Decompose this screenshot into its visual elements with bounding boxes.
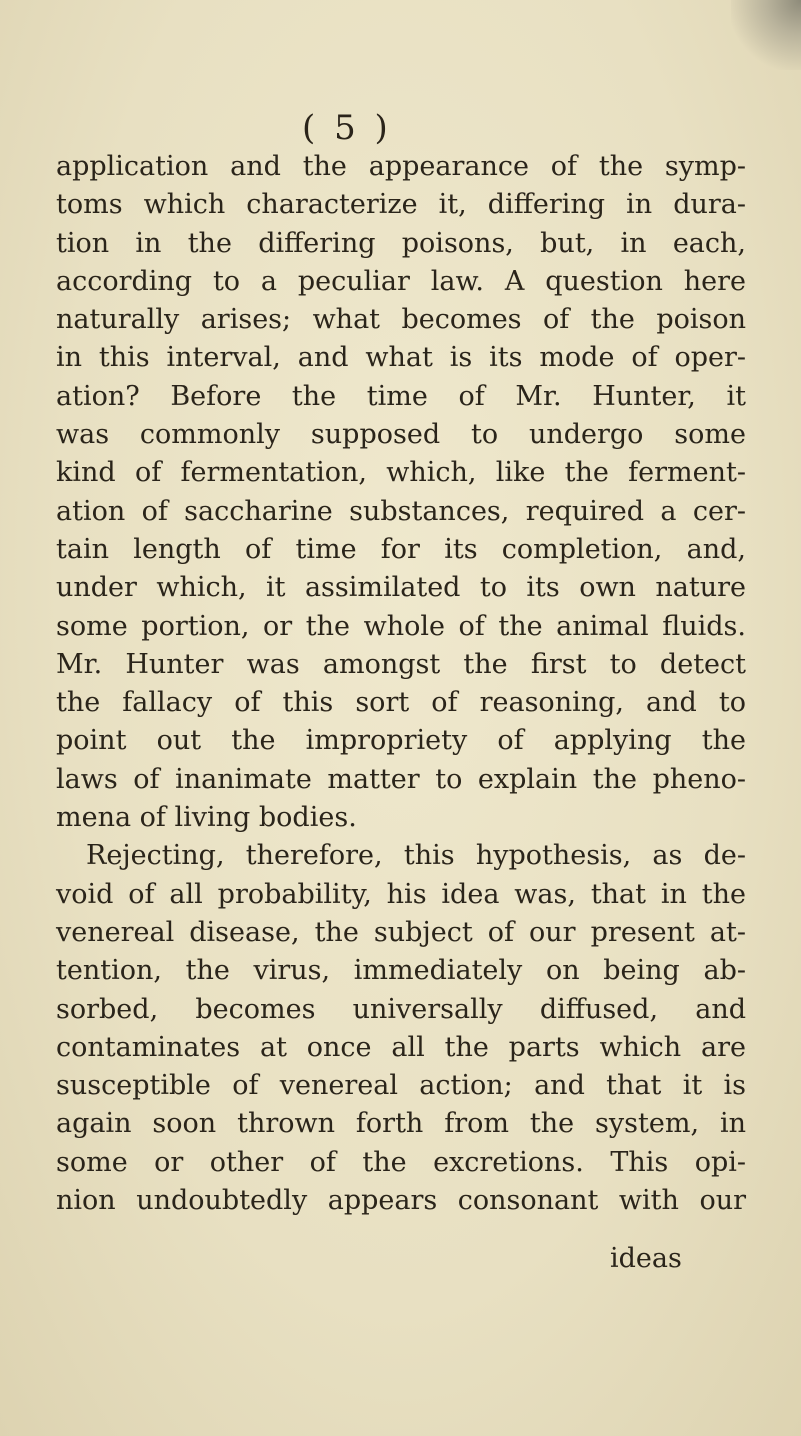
page-stain: [731, 0, 801, 70]
text-line: laws of inanimate matter to explain the pheno-: [56, 763, 746, 795]
text-line: toms which characterize it, differing in dura-: [56, 189, 746, 221]
text-line: ation? Before the time of Mr. Hunter, it: [56, 380, 746, 412]
text-line: some or other of the excretions. This opi-: [56, 1146, 746, 1178]
text-line: tain length of time for its completion, and,: [56, 533, 746, 565]
text-line: was commonly supposed to undergo some: [56, 419, 746, 451]
text-line: application and the appearance of the symp-: [56, 151, 746, 182]
text-line: ation of saccharine substances, required a cer-: [56, 495, 746, 527]
text-line: tention, the virus, immediately on being ab-: [56, 955, 746, 987]
catchword: ideas: [610, 1243, 682, 1274]
text-line: point out the impropriety of applying the: [56, 725, 746, 757]
text-line: kind of fermentation, which, like the ferment-: [56, 457, 746, 489]
text-line: sorbed, becomes universally diffused, and: [56, 993, 746, 1025]
text-line: some portion, or the whole of the animal fluids.: [56, 610, 746, 642]
text-line: naturally arises; what becomes of the poison: [56, 304, 746, 336]
text-line: tion in the differing poisons, but, in each,: [56, 227, 746, 259]
body-text: [56, 148, 746, 1220]
text-line: again soon thrown forth from the system, in: [56, 1108, 746, 1140]
page-number: ( 5 ): [302, 108, 392, 148]
text-line: under which, it assimilated to its own nature: [56, 572, 746, 604]
text-line: void of all probability, his idea was, that in the: [56, 878, 746, 910]
text-line: according to a peculiar law. A question here: [56, 265, 746, 297]
text-line: mena of living bodies.: [56, 802, 357, 834]
text-line: Mr. Hunter was amongst the first to detect: [56, 648, 746, 680]
text-line: susceptible of venereal action; and that it is: [56, 1070, 746, 1102]
text-line: venereal disease, the subject of our present at-: [56, 916, 746, 948]
text-line: contaminates at once all the parts which are: [56, 1031, 746, 1063]
text-line: the fallacy of this sort of reasoning, and to: [56, 687, 746, 719]
text-line: nion undoubtedly appears consonant with our: [56, 1185, 746, 1217]
text-line: in this interval, and what is its mode of oper-: [56, 342, 746, 374]
text-line: Rejecting, therefore, this hypothesis, as de-: [86, 840, 746, 872]
